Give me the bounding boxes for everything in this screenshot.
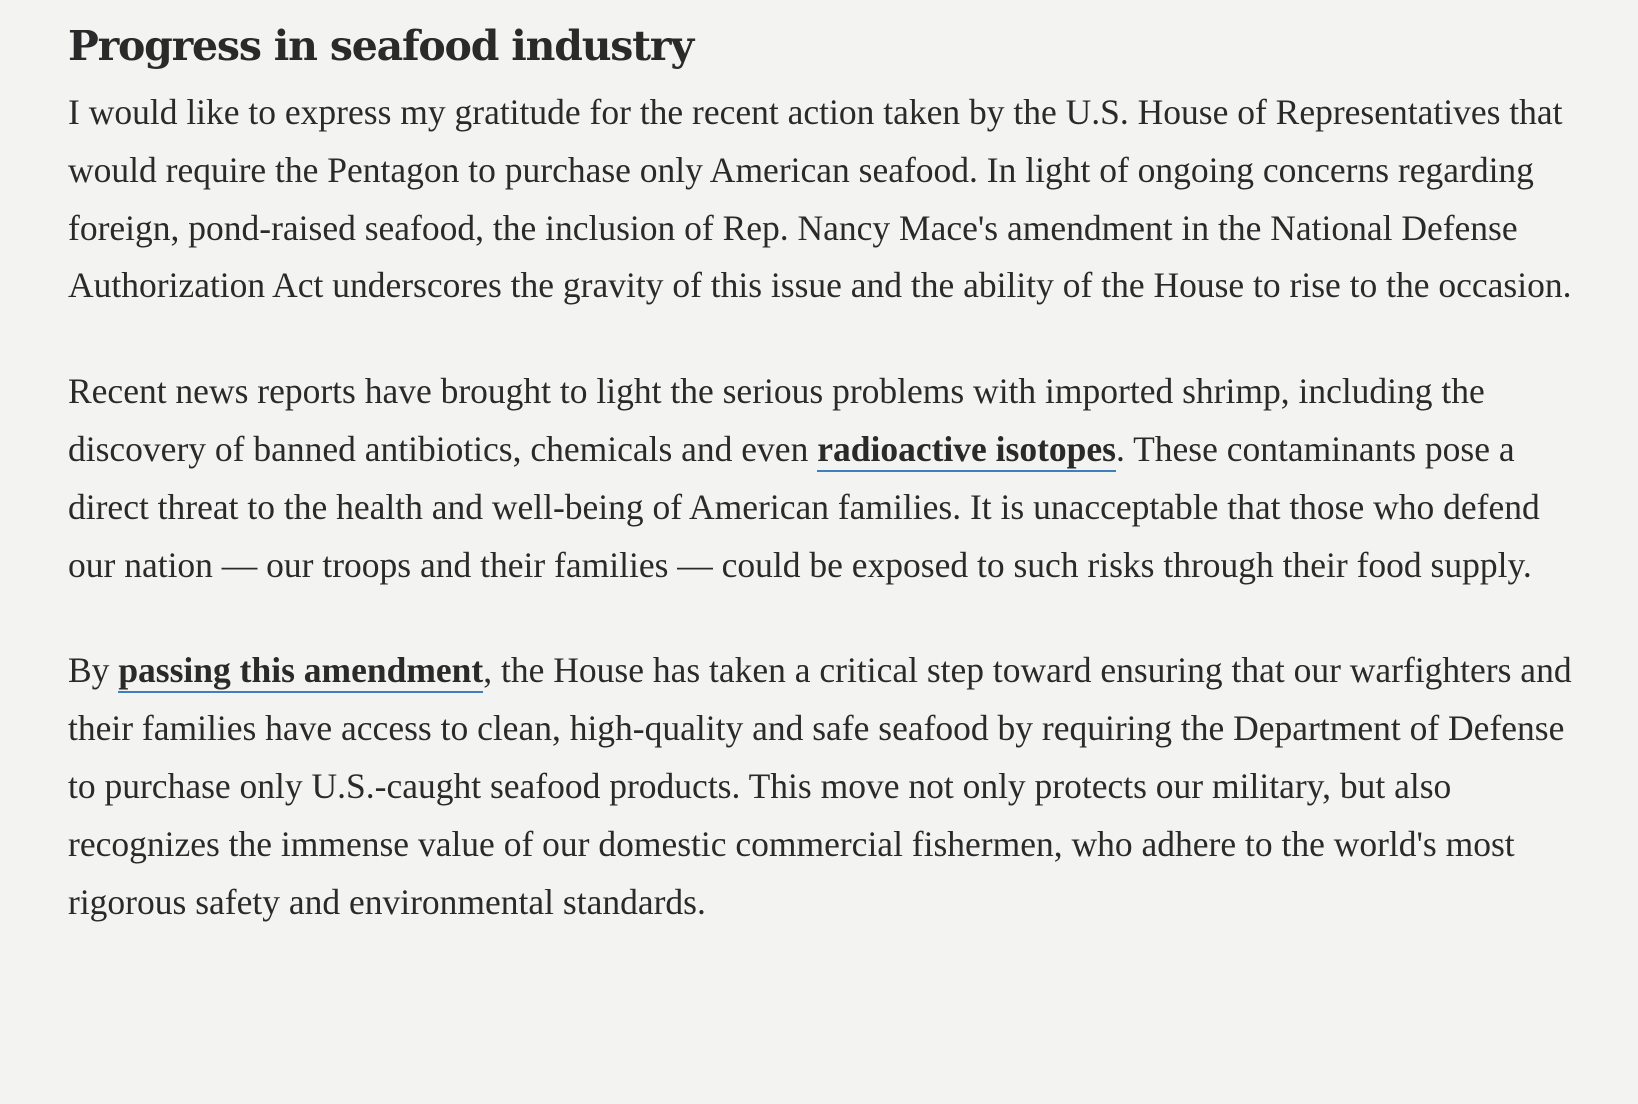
article-headline: Progress in seafood industry xyxy=(68,22,693,70)
paragraph-3 xyxy=(68,642,1588,931)
paragraph-2-text-before: Recent news reports have brought to light the serious problems with imported shrimp, including the discovery of banned antibiotics, chemicals and even xyxy=(68,371,1485,469)
radioactive-isotopes-link[interactable]: radioactive isotopes xyxy=(817,429,1116,472)
paragraph-3-text-after: , the House has taken a critical step toward ensuring that our warfighters and their families have access to clean, high-quality and safe seafood by requiring the Department of Defense to purchase only U.S.-caught seafood products. This move not only protects our military, but also recognizes the immense value of our domestic commercial fishermen, who adhere to the world's most rigorous safety and environmental standards. xyxy=(68,650,1572,922)
article-body xyxy=(68,0,1588,931)
paragraph-3-text-before: By xyxy=(68,650,119,691)
paragraph-2-text-after: . These contaminants pose a direct threat to the health and well-being of American families. It is unacceptable that those who defend our nation — our troops and their families — could be exposed to such risks through their food supply. xyxy=(68,428,1540,585)
paragraph-1: I would like to express my gratitude for the recent action taken by the U.S. House of Representatives that would require the Pentagon to purchase only American seafood. In light of ongoing concerns regarding foreign, pond-raised seafood, the inclusion of Rep. Nancy Mace's amendment in the National Defense Authorization Act underscores the gravity of this issue and the ability of the House to rise to the occasion. xyxy=(68,92,1572,306)
passing-this-amendment-link[interactable]: passing this amendment xyxy=(118,650,483,693)
paragraph-2 xyxy=(68,363,1588,594)
